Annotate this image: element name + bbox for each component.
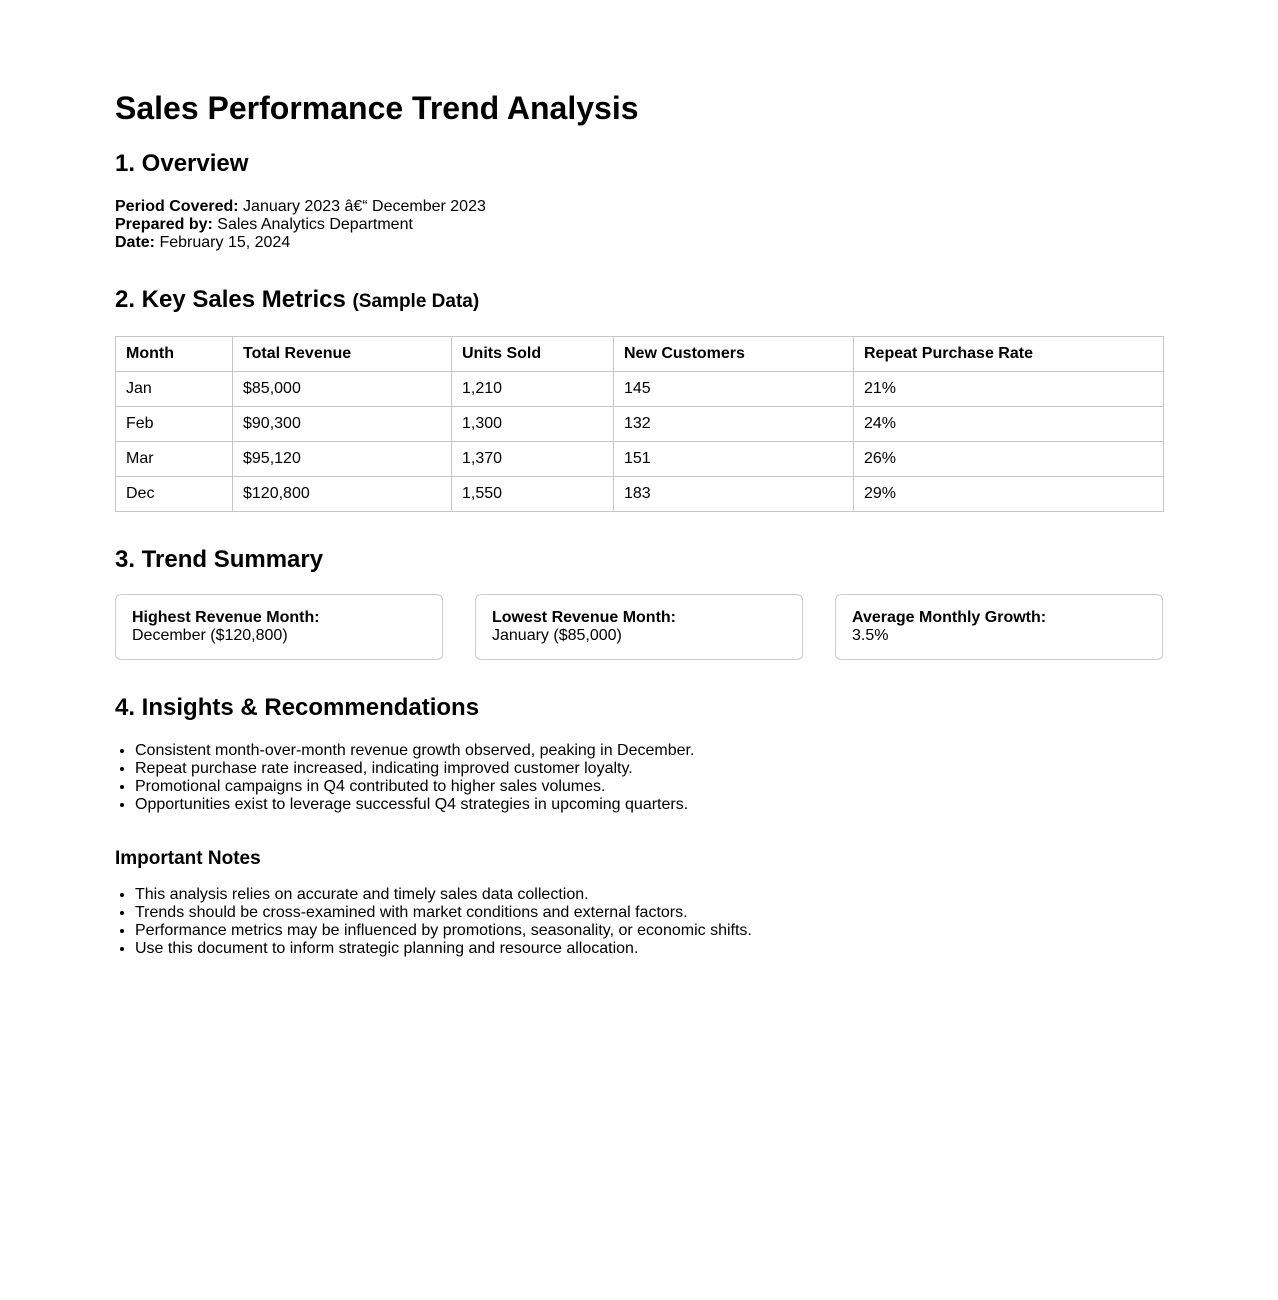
cell-repeat-purchase-rate: 24%: [854, 407, 1164, 442]
summary-card-average-growth: [835, 594, 1163, 660]
section-heading-overview: 1. Overview: [115, 150, 249, 177]
meta-line-period: [115, 198, 1163, 216]
page-title: Sales Performance Trend Analysis: [115, 90, 639, 126]
cell-repeat-purchase-rate: 26%: [854, 442, 1164, 477]
meta-value-date: February 15, 2024: [159, 234, 291, 251]
cell-new-customers: 151: [614, 442, 854, 477]
section-heading-insights: 4. Insights & Recommendations: [115, 694, 480, 721]
section-heading-key-sales-metrics: [115, 286, 1163, 316]
heading-text: 2. Key Sales Metrics: [115, 286, 346, 313]
list-item: • Opportunities exist to leverage successful Q4 strategies in upcoming quarters.: [135, 796, 1163, 814]
meta-value-prepared-by: Sales Analytics Department: [217, 216, 413, 233]
column-header-units-sold: Units Sold: [452, 337, 614, 372]
summary-card-highest-revenue: [115, 594, 443, 660]
cell-month: Feb: [116, 407, 233, 442]
card-label: Lowest Revenue Month:: [492, 609, 677, 626]
table-row: [116, 442, 1164, 477]
cell-month: Mar: [116, 442, 233, 477]
table-row: [116, 477, 1164, 512]
cell-units-sold: 1,370: [452, 442, 614, 477]
table-header-row: [116, 337, 1164, 372]
summary-card-lowest-revenue: [475, 594, 803, 660]
cell-month: Dec: [116, 477, 233, 512]
sales-metrics-table: [115, 336, 1164, 512]
table-row: [116, 407, 1164, 442]
trend-summary-cards: [115, 594, 1163, 660]
cell-units-sold: 1,210: [452, 372, 614, 407]
card-label: Average Monthly Growth:: [852, 609, 1047, 626]
meta-label-period: Period Covered:: [115, 198, 239, 215]
cell-new-customers: 145: [614, 372, 854, 407]
list-item: • This analysis relies on accurate and timely sales data collection.: [135, 886, 1163, 904]
list-item: • Trends should be cross-examined with market conditions and external factors.: [135, 904, 1163, 922]
meta-label-date: Date:: [115, 234, 156, 251]
list-item: • Performance metrics may be influenced by promotions, seasonality, or economic shifts.: [135, 922, 1163, 940]
heading-note: (Sample Data): [352, 291, 480, 312]
card-value: 3.5%: [852, 627, 889, 644]
cell-repeat-purchase-rate: 29%: [854, 477, 1164, 512]
cell-total-revenue: $95,120: [233, 442, 452, 477]
meta-value-period: January 2023 â€“ December 2023: [243, 198, 486, 215]
insights-list: [115, 742, 1163, 814]
card-value: January ($85,000): [492, 627, 622, 644]
list-item: • Promotional campaigns in Q4 contributed to higher sales volumes.: [135, 778, 1163, 796]
column-header-month: Month: [116, 337, 233, 372]
meta-label-prepared-by: Prepared by:: [115, 216, 213, 233]
section-heading-important-notes: Important Notes: [115, 848, 261, 869]
cell-new-customers: 132: [614, 407, 854, 442]
important-notes-list: [115, 886, 1163, 958]
cell-total-revenue: $120,800: [233, 477, 452, 512]
meta-line-date: [115, 234, 1163, 252]
list-item: • Consistent month-over-month revenue growth observed, peaking in December.: [135, 742, 1163, 760]
cell-units-sold: 1,550: [452, 477, 614, 512]
cell-total-revenue: $85,000: [233, 372, 452, 407]
list-item: • Repeat purchase rate increased, indicating improved customer loyalty.: [135, 760, 1163, 778]
overview-meta: [115, 198, 1163, 252]
column-header-repeat-purchase-rate: Repeat Purchase Rate: [854, 337, 1164, 372]
cell-total-revenue: $90,300: [233, 407, 452, 442]
table-row: [116, 372, 1164, 407]
card-value: December ($120,800): [132, 627, 288, 644]
list-item: • Use this document to inform strategic planning and resource allocation.: [135, 940, 1163, 958]
cell-month: Jan: [116, 372, 233, 407]
column-header-new-customers: New Customers: [614, 337, 854, 372]
cell-new-customers: 183: [614, 477, 854, 512]
meta-line-prepared-by: [115, 216, 1163, 234]
column-header-total-revenue: Total Revenue: [233, 337, 452, 372]
card-label: Highest Revenue Month:: [132, 609, 320, 626]
cell-units-sold: 1,300: [452, 407, 614, 442]
cell-repeat-purchase-rate: 21%: [854, 372, 1164, 407]
section-heading-trend-summary: 3. Trend Summary: [115, 546, 324, 573]
